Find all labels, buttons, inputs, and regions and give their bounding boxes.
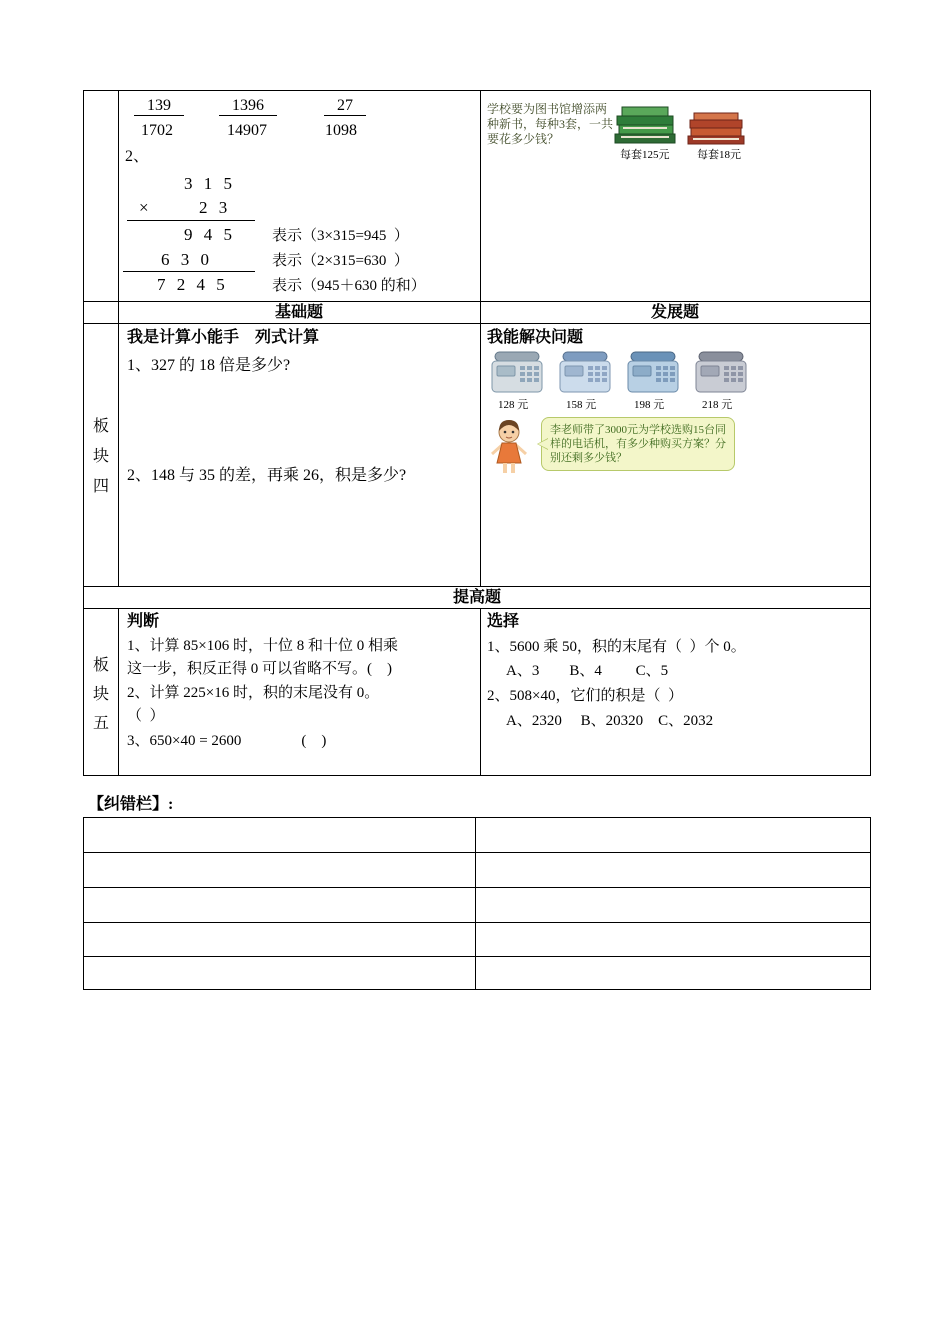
problem-2-label: 2、 [125, 148, 150, 165]
table-border-line [83, 775, 871, 776]
header-development: 发展题 [650, 304, 699, 321]
book-price-label: 每套125元 [620, 149, 670, 161]
telephone-icon [556, 351, 614, 395]
judge-line: 这一步，积反正得 0 可以省略不写。( ) [127, 661, 392, 677]
sum-result: 14907 [227, 122, 267, 139]
multiplication-rule-line [127, 220, 255, 221]
table-border-line [83, 323, 871, 324]
sidebar-char: 四 [92, 478, 109, 495]
correction-heading: 【纠错栏】: [88, 796, 174, 813]
solve-title: 我能解决问题 [487, 329, 584, 346]
correction-table-row-line [84, 887, 870, 888]
sum-result: 1702 [141, 122, 173, 139]
addend-underlined: 27 [324, 97, 366, 116]
sidebar-char: 板 [92, 656, 109, 674]
table-border-line [480, 608, 481, 775]
partial-product-1-note: 表示（3×315=945 ） [272, 228, 409, 244]
phone-price-label: 198 元 [634, 399, 665, 411]
question-2: 2、148 与 35 的差，再乘 26，积是多少? [127, 467, 407, 484]
judge-line: （ ） [127, 708, 165, 724]
sidebar-char: 五 [92, 714, 109, 732]
multiplication-rule-line [123, 271, 255, 272]
telephone-icon [624, 351, 682, 395]
sidebar-label-block5 [84, 609, 118, 775]
phone-price-label: 128 元 [498, 399, 529, 411]
sum-result: 1098 [325, 122, 357, 139]
phone-price-label: 218 元 [702, 399, 733, 411]
girl-character-icon [487, 419, 531, 477]
choice-line: A、3 B、4 C、5 [506, 663, 669, 679]
correction-table-row-line [84, 852, 870, 853]
sidebar-char: 块 [92, 448, 109, 465]
table-border-line [83, 608, 871, 609]
phone-price-label: 158 元 [566, 399, 597, 411]
table-border-line [118, 608, 119, 775]
table-border-line [83, 90, 871, 91]
speech-bubble: 李老师带了3000元为学校选购15台同样的电话机，有多少种购买方案？分别还剩多少钱？ [541, 417, 735, 471]
addend-underlined: 139 [134, 97, 184, 116]
sidebar-char: 板 [92, 418, 109, 435]
addend-underlined: 1396 [219, 97, 277, 116]
judge-title: 判断 [127, 613, 160, 630]
correction-table-divider [475, 818, 476, 989]
choice-line: A、2320 B、20320 C、2032 [506, 713, 714, 729]
times-sign: × [139, 198, 149, 217]
multiplicand-row: 3 1 5 [184, 174, 232, 193]
book-price-label: 每套18元 [697, 149, 741, 161]
choice-line: 1、5600 乘 50，积的末尾有（ ）个 0。 [487, 639, 746, 655]
table-border-line [480, 90, 481, 586]
book-problem-text-line: 要花多少钱？ [487, 132, 560, 146]
sidebar-label-block4 [84, 324, 118, 585]
choice-line: 2、508×40，它们的积是（ ） [487, 688, 683, 704]
book-problem-text-line: 学校要为图书馆增添两 [487, 102, 608, 116]
telephone-icon [692, 351, 750, 395]
book-problem-text-line: 种新书，每种3套，一共 [487, 117, 614, 131]
calc-title: 我是计算小能手 列式计算 [127, 329, 320, 346]
correction-table-row-line [84, 956, 870, 957]
judge-line: 3、650×40 = 2600 ( ) [127, 733, 327, 749]
telephone-icon [488, 351, 546, 395]
judge-line: 1、计算 85×106 时，十位 8 和十位 0 相乘 [127, 638, 398, 654]
multiplier-row: 2 3 [199, 198, 228, 217]
correction-table-row-line [84, 922, 870, 923]
table-border-line [870, 90, 871, 776]
book-stack-red-icon [686, 112, 746, 146]
partial-product-2: 6 3 0 [161, 250, 209, 269]
header-advanced: 提高题 [452, 589, 501, 606]
judge-line: 2、计算 225×16 时，积的末尾没有 0。 [127, 685, 380, 701]
final-product-note: 表示（945＋630 的和） [272, 278, 426, 294]
sidebar-char: 块 [92, 685, 109, 703]
correction-table [83, 817, 871, 990]
choice-title: 选择 [487, 613, 520, 630]
question-1: 1、327 的 18 倍是多少? [127, 357, 291, 374]
partial-product-1: 9 4 5 [184, 225, 232, 244]
final-product: 7 2 4 5 [157, 275, 225, 294]
table-border-line [118, 90, 119, 586]
partial-product-2-note: 表示（2×315=630 ） [272, 253, 409, 269]
header-basic: 基础题 [274, 304, 323, 321]
book-stack-green-icon [612, 103, 678, 145]
